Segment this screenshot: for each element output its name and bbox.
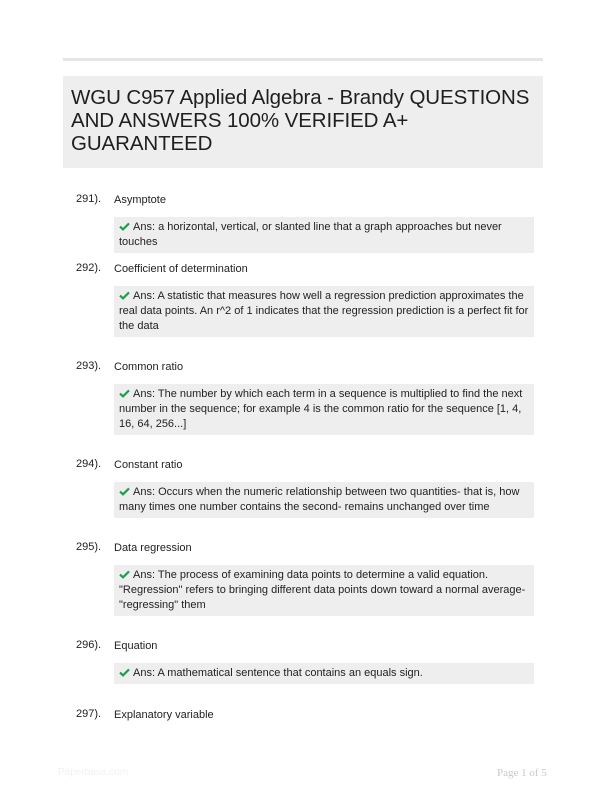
- answer-box: [114, 663, 534, 684]
- title-banner: [63, 76, 543, 168]
- answer-text: Ans: The process of examining data points to determine a valid equation. "Regression" refers to bringing different data points down toward a normal average- "regressing" them: [119, 569, 526, 611]
- check-icon: [119, 570, 130, 579]
- check-icon: [119, 389, 130, 398]
- check-icon: [119, 222, 130, 231]
- question-number: 297).: [76, 708, 102, 720]
- answer-text: Ans: Occurs when the numeric relationship between two quantities- that is, how many times one number contains the second- remains unchanged over time: [119, 486, 520, 513]
- answer-text: Ans: A statistic that measures how well a regression prediction approximates the real data points. An r^2 of 1 indicates that the regression prediction is a perfect fit for the data: [119, 290, 529, 332]
- question-number: 291).: [76, 193, 102, 205]
- page-title: WGU C957 Applied Algebra - Brandy QUESTIONS AND ANSWERS 100% VERIFIED A+ GUARANTEED: [71, 86, 530, 155]
- question-term: Equation: [114, 640, 158, 652]
- check-icon: [119, 291, 130, 300]
- question-number: 294).: [76, 458, 102, 470]
- answer-box: [114, 384, 534, 435]
- check-icon: [119, 668, 130, 677]
- page-number: Page 1 of 5: [497, 767, 547, 779]
- question-number: 296).: [76, 639, 102, 651]
- answer-box: [114, 482, 534, 518]
- answer-text: Ans: A mathematical sentence that contains an equals sign.: [133, 667, 423, 679]
- question-number: 295).: [76, 541, 102, 553]
- answer-box: [114, 217, 534, 253]
- question-term: Asymptote: [114, 194, 166, 206]
- answer-text: Ans: a horizontal, vertical, or slanted line that a graph approaches but never touches: [119, 221, 502, 248]
- question-term: Coefficient of determination: [114, 263, 248, 275]
- question-term: Constant ratio: [114, 459, 183, 471]
- footer-watermark: Paperbase.com: [58, 767, 129, 778]
- question-term: Explanatory variable: [114, 709, 214, 721]
- answer-box: [114, 565, 534, 616]
- top-divider: [63, 58, 543, 61]
- question-term: Common ratio: [114, 361, 184, 373]
- question-number: 292).: [76, 262, 102, 274]
- answer-text: Ans: The number by which each term in a sequence is multiplied to find the next number in the sequence; for example 4 is the common ratio for the sequence [1, 4, 16, 64, 256...]: [119, 388, 523, 430]
- check-icon: [119, 487, 130, 496]
- answer-box: [114, 286, 534, 337]
- question-term: Data regression: [114, 542, 192, 554]
- question-number: 293).: [76, 360, 102, 372]
